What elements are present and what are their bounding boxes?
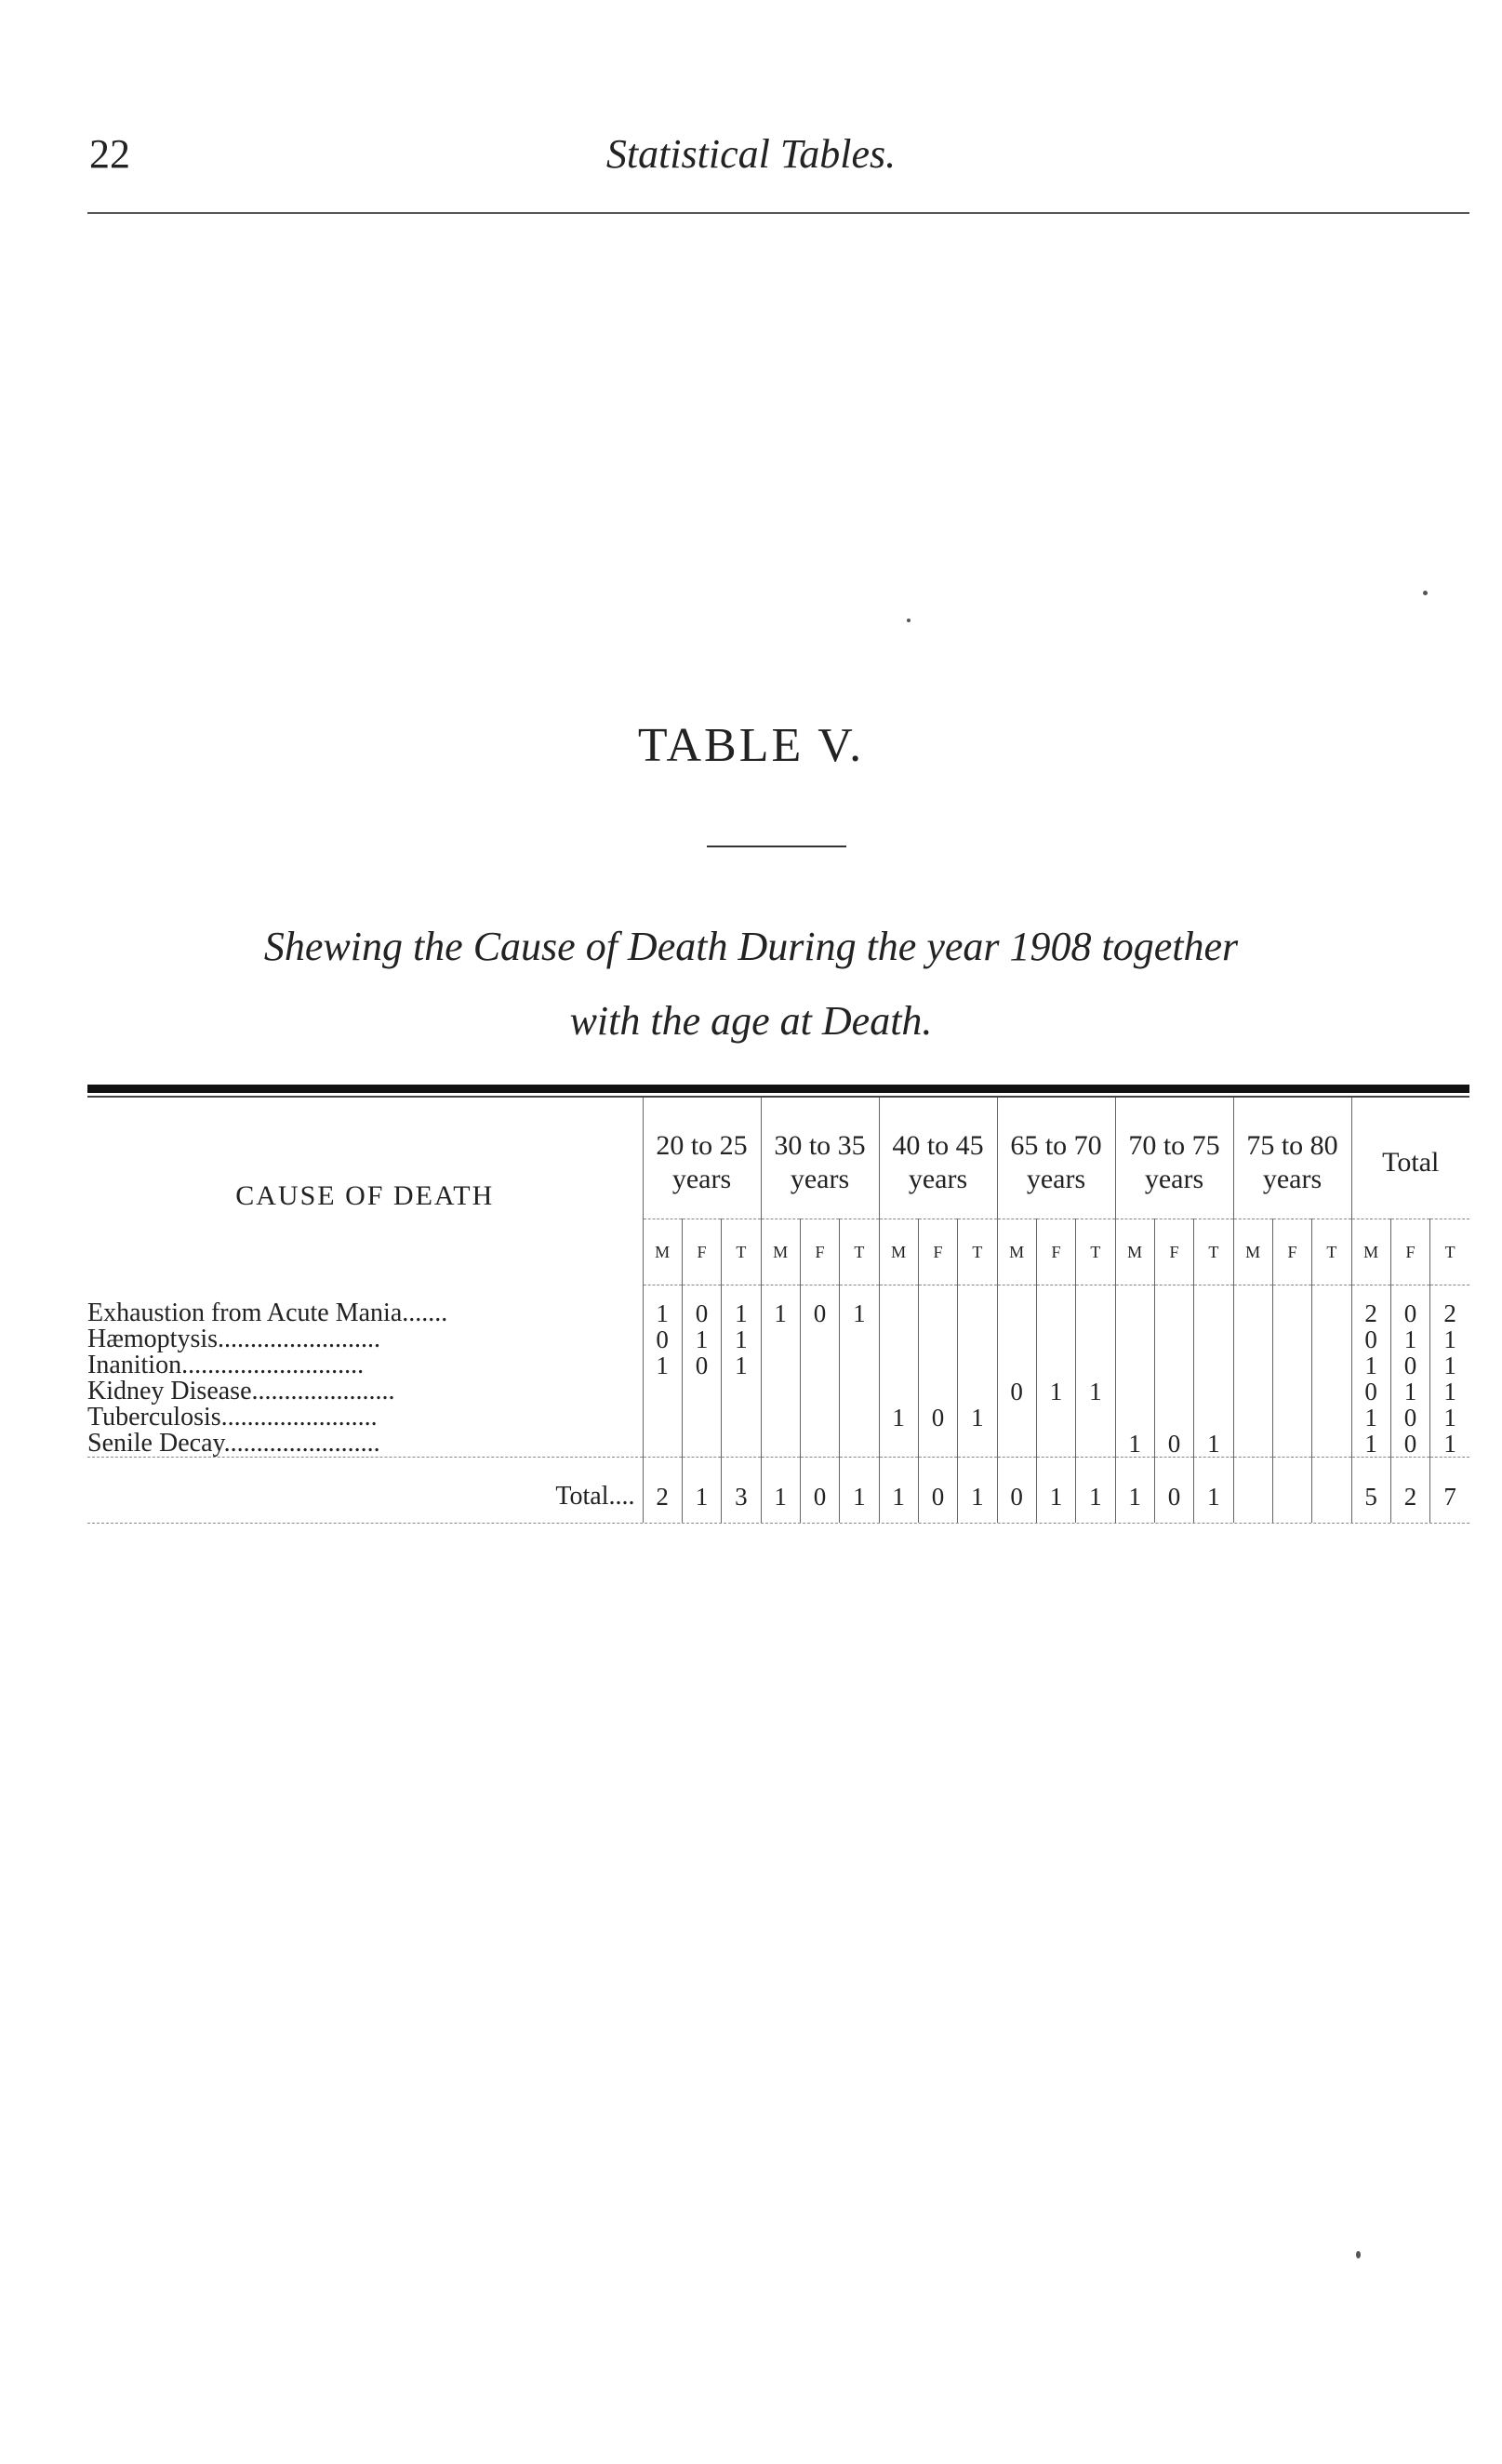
total-cell: 2 xyxy=(643,1458,682,1524)
sex-header-f: F xyxy=(1390,1219,1429,1285)
value-cell: 1 xyxy=(840,1285,879,1327)
value-cell: 1 xyxy=(1430,1352,1469,1379)
value-cell: 1 xyxy=(722,1352,761,1379)
value-cell xyxy=(682,1405,721,1431)
value-cell xyxy=(918,1285,957,1327)
value-cell: 1 xyxy=(1351,1405,1390,1431)
cause-cell xyxy=(87,1352,643,1379)
value-cell: 0 xyxy=(800,1285,839,1327)
total-cell: 1 xyxy=(761,1458,800,1524)
value-cell xyxy=(1312,1326,1351,1352)
age-unit-label: years xyxy=(671,1164,732,1194)
table-title: TABLE V. xyxy=(637,719,865,772)
value-cell: 0 xyxy=(643,1326,682,1352)
value-cell xyxy=(1272,1431,1311,1458)
value-cell xyxy=(1312,1405,1351,1431)
value-cell: 1 xyxy=(1430,1379,1469,1405)
value-cell xyxy=(682,1379,721,1405)
cause-of-death-table xyxy=(87,1085,1469,1525)
value-cell xyxy=(722,1405,761,1431)
value-cell xyxy=(1233,1326,1272,1352)
value-cell: 1 xyxy=(958,1405,997,1431)
value-cell: 1 xyxy=(643,1352,682,1379)
value-cell: 1 xyxy=(643,1285,682,1327)
value-cell xyxy=(840,1431,879,1458)
total-cell: 1 xyxy=(1194,1458,1233,1524)
value-cell xyxy=(918,1326,957,1352)
cause-cell xyxy=(87,1285,643,1327)
value-cell xyxy=(761,1431,800,1458)
subtitle-line-2: with the age at Death. xyxy=(569,998,933,1044)
table-bottom-rule xyxy=(87,1523,1469,1525)
table-subtitle xyxy=(0,910,1502,1059)
value-cell xyxy=(761,1326,800,1352)
total-cell xyxy=(1312,1458,1351,1524)
total-cell: 1 xyxy=(682,1458,721,1524)
sex-header-f: F xyxy=(918,1219,957,1285)
value-cell xyxy=(643,1379,682,1405)
value-cell: 2 xyxy=(1430,1285,1469,1327)
value-cell xyxy=(800,1379,839,1405)
value-cell xyxy=(918,1431,957,1458)
value-cell: 2 xyxy=(1351,1285,1390,1327)
value-cell xyxy=(1076,1405,1115,1431)
value-cell xyxy=(879,1326,918,1352)
value-cell xyxy=(1272,1326,1311,1352)
sex-header-m: M xyxy=(1233,1219,1272,1285)
value-cell xyxy=(879,1379,918,1405)
value-cell: 1 xyxy=(761,1285,800,1327)
age-group-header xyxy=(761,1098,879,1219)
leader-dots: ...................... xyxy=(251,1379,395,1405)
value-cell xyxy=(918,1352,957,1379)
total-cell: 1 xyxy=(1115,1458,1154,1524)
sex-header-f: F xyxy=(1154,1219,1193,1285)
value-cell xyxy=(1154,1326,1193,1352)
age-unit-label: years xyxy=(908,1164,968,1194)
sex-header-m: M xyxy=(1351,1219,1390,1285)
age-group-header xyxy=(997,1098,1115,1219)
value-cell xyxy=(1036,1352,1075,1379)
value-cell xyxy=(643,1405,682,1431)
table-row xyxy=(87,1285,1469,1327)
value-cell xyxy=(1036,1431,1075,1458)
value-cell: 1 xyxy=(1351,1352,1390,1379)
total-cell: 2 xyxy=(1390,1458,1429,1524)
cause-name: Senile Decay xyxy=(87,1431,224,1458)
age-range-label: 70 to 75 xyxy=(1128,1130,1220,1161)
total-cell: 1 xyxy=(1076,1458,1115,1524)
value-cell xyxy=(1076,1326,1115,1352)
value-cell xyxy=(761,1405,800,1431)
header-rule xyxy=(87,212,1469,214)
value-cell xyxy=(1233,1352,1272,1379)
value-cell: 1 xyxy=(1194,1431,1233,1458)
value-cell xyxy=(1154,1405,1193,1431)
total-cell: 1 xyxy=(840,1458,879,1524)
value-cell xyxy=(1115,1379,1154,1405)
sex-header-t: T xyxy=(1312,1219,1351,1285)
value-cell xyxy=(958,1285,997,1327)
value-cell xyxy=(1272,1379,1311,1405)
speck xyxy=(1423,591,1428,595)
age-unit-label: years xyxy=(1144,1164,1204,1194)
value-cell xyxy=(800,1431,839,1458)
value-cell xyxy=(1154,1352,1193,1379)
value-cell: 0 xyxy=(682,1285,721,1327)
age-range-label: 20 to 25 xyxy=(656,1130,748,1161)
value-cell xyxy=(879,1352,918,1379)
value-cell xyxy=(997,1326,1036,1352)
age-unit-label: years xyxy=(1262,1164,1323,1194)
age-range-label: 65 to 70 xyxy=(1010,1130,1102,1161)
leader-dots: ........................ xyxy=(220,1405,378,1431)
value-cell xyxy=(958,1352,997,1379)
total-cell: 3 xyxy=(722,1458,761,1524)
value-cell: 0 xyxy=(918,1405,957,1431)
value-cell xyxy=(997,1405,1036,1431)
value-cell xyxy=(1076,1285,1115,1327)
value-cell: 1 xyxy=(1036,1379,1075,1405)
value-cell xyxy=(1036,1326,1075,1352)
table-row xyxy=(87,1405,1469,1431)
value-cell xyxy=(800,1326,839,1352)
total-header: Total xyxy=(1351,1098,1469,1219)
total-cell: 5 xyxy=(1351,1458,1390,1524)
value-cell xyxy=(840,1405,879,1431)
cause-cell xyxy=(87,1326,643,1352)
sex-header-t: T xyxy=(1194,1219,1233,1285)
value-cell: 0 xyxy=(1154,1431,1193,1458)
value-cell xyxy=(1312,1431,1351,1458)
value-cell xyxy=(1312,1285,1351,1327)
sex-header-t: T xyxy=(1076,1219,1115,1285)
value-cell: 0 xyxy=(1351,1379,1390,1405)
sex-header-m: M xyxy=(1115,1219,1154,1285)
data-table xyxy=(87,1098,1469,1523)
total-cell: 0 xyxy=(800,1458,839,1524)
value-cell xyxy=(1115,1405,1154,1431)
age-unit-label: years xyxy=(790,1164,850,1194)
sex-header-f: F xyxy=(800,1219,839,1285)
total-cell: 0 xyxy=(997,1458,1036,1524)
value-cell xyxy=(1312,1352,1351,1379)
value-cell xyxy=(1076,1352,1115,1379)
value-cell xyxy=(722,1379,761,1405)
value-cell xyxy=(958,1379,997,1405)
age-group-header xyxy=(1233,1098,1351,1219)
value-cell xyxy=(840,1352,879,1379)
age-group-header-row xyxy=(87,1098,1469,1219)
value-cell: 1 xyxy=(1430,1431,1469,1458)
total-cell: 0 xyxy=(1154,1458,1193,1524)
table-row xyxy=(87,1431,1469,1458)
cause-name: Hæmoptysis xyxy=(87,1326,219,1352)
total-cell: 7 xyxy=(1430,1458,1469,1524)
value-cell xyxy=(643,1431,682,1458)
sex-header-f: F xyxy=(682,1219,721,1285)
value-cell: 1 xyxy=(1430,1405,1469,1431)
value-cell xyxy=(1194,1379,1233,1405)
value-cell xyxy=(1036,1285,1075,1327)
leader-dots: ............................ xyxy=(181,1352,365,1379)
table-body xyxy=(87,1285,1469,1524)
cause-name: Kidney Disease xyxy=(87,1379,252,1405)
value-cell: 1 xyxy=(1076,1379,1115,1405)
total-cell: 1 xyxy=(1036,1458,1075,1524)
cause-name: Tuberculosis xyxy=(87,1405,221,1431)
value-cell: 1 xyxy=(1351,1431,1390,1458)
value-cell: 0 xyxy=(1351,1326,1390,1352)
value-cell: 1 xyxy=(1390,1379,1429,1405)
value-cell xyxy=(1154,1379,1193,1405)
age-group-header xyxy=(643,1098,761,1219)
value-cell: 0 xyxy=(1390,1431,1429,1458)
value-cell xyxy=(1115,1326,1154,1352)
leader-dots: ......................... xyxy=(218,1326,381,1352)
sex-header-t: T xyxy=(1430,1219,1469,1285)
value-cell xyxy=(1312,1379,1351,1405)
age-range-label: 40 to 45 xyxy=(892,1130,984,1161)
value-cell xyxy=(1233,1285,1272,1327)
value-cell xyxy=(840,1379,879,1405)
value-cell xyxy=(997,1285,1036,1327)
value-cell xyxy=(1154,1285,1193,1327)
sex-header-t: T xyxy=(722,1219,761,1285)
value-cell xyxy=(918,1379,957,1405)
total-cell: 1 xyxy=(958,1458,997,1524)
value-cell xyxy=(1115,1352,1154,1379)
value-cell xyxy=(1036,1405,1075,1431)
sex-header-t: T xyxy=(958,1219,997,1285)
table-top-rule xyxy=(87,1085,1469,1093)
value-cell xyxy=(1272,1352,1311,1379)
value-cell: 1 xyxy=(1115,1431,1154,1458)
value-cell xyxy=(958,1326,997,1352)
value-cell: 1 xyxy=(722,1326,761,1352)
value-cell: 1 xyxy=(1430,1326,1469,1352)
cause-name: Exhaustion from Acute Mania xyxy=(87,1298,403,1326)
total-cell: 1 xyxy=(879,1458,918,1524)
sex-header-f: F xyxy=(1036,1219,1075,1285)
speck xyxy=(1356,2251,1361,2258)
value-cell xyxy=(722,1431,761,1458)
total-cell: 0 xyxy=(918,1458,957,1524)
sex-header-m: M xyxy=(643,1219,682,1285)
cause-cell xyxy=(87,1379,643,1405)
value-cell xyxy=(1194,1285,1233,1327)
age-range-label: 30 to 35 xyxy=(774,1130,866,1161)
value-cell xyxy=(1194,1405,1233,1431)
value-cell: 0 xyxy=(1390,1352,1429,1379)
age-unit-label: years xyxy=(1026,1164,1086,1194)
value-cell xyxy=(879,1285,918,1327)
page-number: 22 xyxy=(89,131,130,177)
value-cell: 0 xyxy=(1390,1405,1429,1431)
total-cell xyxy=(1272,1458,1311,1524)
value-cell xyxy=(997,1352,1036,1379)
value-cell xyxy=(1194,1326,1233,1352)
sex-header-m: M xyxy=(761,1219,800,1285)
value-cell xyxy=(1233,1405,1272,1431)
age-group-header xyxy=(879,1098,997,1219)
cause-of-death-header: CAUSE OF DEATH xyxy=(235,1179,495,1211)
value-cell xyxy=(958,1431,997,1458)
age-range-label: 75 to 80 xyxy=(1246,1130,1338,1161)
value-cell xyxy=(1272,1405,1311,1431)
total-cell xyxy=(1233,1458,1272,1524)
value-cell xyxy=(800,1352,839,1379)
value-cell: 0 xyxy=(682,1352,721,1379)
leader-dots: ........................ xyxy=(223,1431,380,1458)
value-cell xyxy=(800,1405,839,1431)
value-cell xyxy=(879,1431,918,1458)
value-cell xyxy=(1194,1352,1233,1379)
total-label: Total.... xyxy=(87,1458,643,1524)
sex-header-m: M xyxy=(997,1219,1036,1285)
sex-header-f: F xyxy=(1272,1219,1311,1285)
speck xyxy=(907,619,911,622)
value-cell xyxy=(840,1326,879,1352)
value-cell xyxy=(1233,1379,1272,1405)
cause-cell xyxy=(87,1431,643,1458)
cause-cell xyxy=(87,1405,643,1431)
running-title: Statistical Tables. xyxy=(605,131,897,177)
value-cell: 1 xyxy=(722,1285,761,1327)
value-cell xyxy=(682,1431,721,1458)
total-row xyxy=(87,1458,1469,1524)
value-cell: 1 xyxy=(879,1405,918,1431)
sex-header-m: M xyxy=(879,1219,918,1285)
title-rule xyxy=(707,846,846,847)
leader-dots: ....... xyxy=(402,1298,448,1326)
value-cell: 1 xyxy=(682,1326,721,1352)
value-cell xyxy=(1076,1431,1115,1458)
value-cell xyxy=(1115,1285,1154,1327)
subtitle-line-1: Shewing the Cause of Death During the year 1908 together xyxy=(263,924,1239,969)
value-cell xyxy=(761,1352,800,1379)
value-cell xyxy=(761,1379,800,1405)
sex-header-t: T xyxy=(840,1219,879,1285)
value-cell: 0 xyxy=(1390,1285,1429,1327)
table-row xyxy=(87,1326,1469,1352)
value-cell xyxy=(1272,1285,1311,1327)
value-cell xyxy=(1233,1431,1272,1458)
table-row xyxy=(87,1379,1469,1405)
value-cell: 1 xyxy=(1390,1326,1429,1352)
age-group-header xyxy=(1115,1098,1233,1219)
cause-name: Inanition xyxy=(87,1352,182,1379)
value-cell: 0 xyxy=(997,1379,1036,1405)
value-cell xyxy=(997,1431,1036,1458)
table-row xyxy=(87,1352,1469,1379)
